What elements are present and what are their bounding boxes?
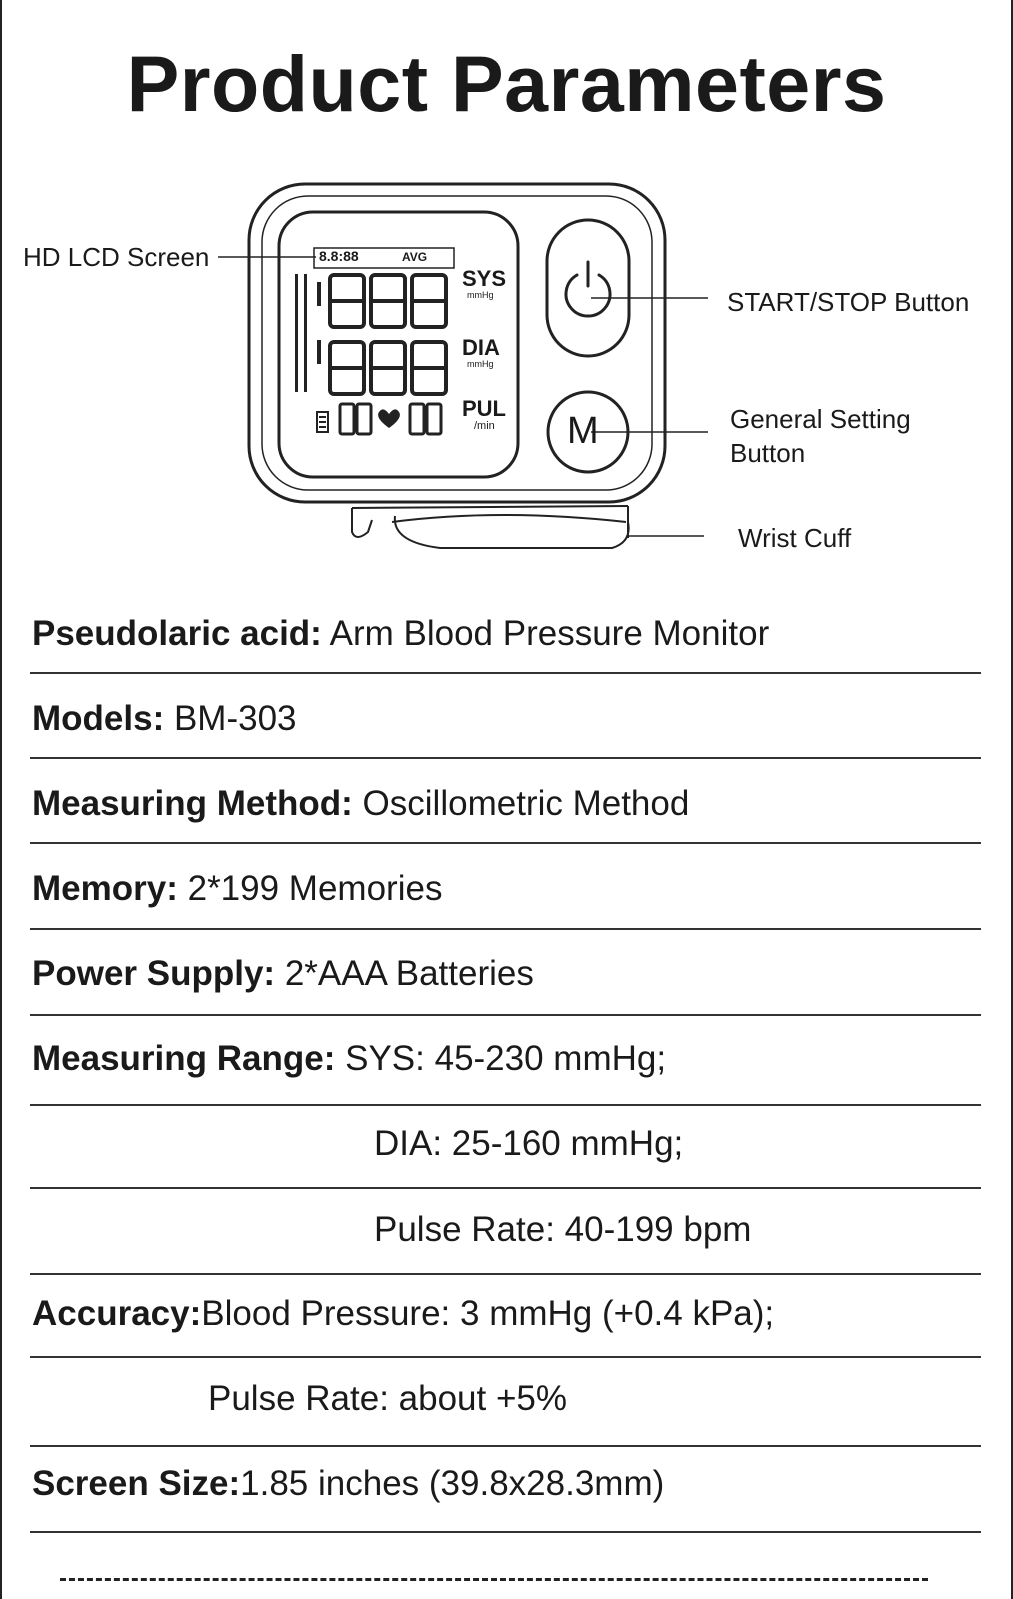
lcd-avg-label: AVG [402,250,428,264]
lcd-sys-unit: mmHg [467,290,494,300]
spec-value: Arm Blood Pressure Monitor [321,614,770,653]
start-stop-callout: START/STOP Button [727,287,970,317]
dashed-separator [60,1578,928,1581]
spec-row-power [32,954,534,994]
spec-row-accuracy-pulse [208,1379,567,1419]
divider [30,1104,981,1106]
cuff-callout: Wrist Cuff [738,523,852,553]
spec-label: Accuracy: [32,1294,202,1333]
spec-label: Power Supply: [32,954,276,993]
spec-label: Models: [32,699,165,738]
start-stop-button [547,220,629,356]
setting-callout-line1: General Setting [730,404,911,434]
lcd-dia-unit: mmHg [467,359,494,369]
spec-label: Measuring Method: [32,784,353,823]
spec-label: Memory: [32,869,178,908]
lcd-top-digits: 8.8:88 [319,248,359,264]
spec-row-range-pulse [374,1210,751,1250]
divider [30,1014,981,1016]
spec-label: Pseudolaric acid: [32,614,322,653]
spec-value: Pulse Rate: 40-199 bpm [374,1210,752,1249]
spec-value: DIA: 25-160 mmHg; [374,1124,684,1163]
divider [30,1187,981,1189]
spec-value: SYS: 45-230 mmHg; [335,1039,667,1078]
spec-row-name [32,614,769,654]
spec-row-accuracy-bp [32,1294,774,1334]
divider [30,757,981,759]
wrist-cuff [352,506,629,548]
lcd-pul-label: PUL [462,396,506,421]
divider [30,672,981,674]
spec-label: Screen Size: [32,1464,241,1503]
lcd-callout: HD LCD Screen [23,242,210,272]
divider [30,1356,981,1358]
spec-row-memory [32,869,442,909]
setting-button-label: M [567,410,599,452]
spec-value: 2*199 Memories [177,869,443,908]
page-title: Product Parameters [126,39,887,128]
spec-value: 1.85 inches (39.8x28.3mm) [240,1464,665,1503]
spec-row-range-dia [374,1124,683,1164]
lcd-dia-label: DIA [462,335,500,360]
spec-label: Measuring Range: [32,1039,336,1078]
spec-row-model [32,699,297,739]
spec-row-screen-size [32,1464,664,1504]
spec-value: Blood Pressure: 3 mmHg (+0.4 kPa); [201,1294,775,1333]
divider [30,1531,981,1533]
setting-callout-line2: Button [730,438,806,468]
device-illustration [0,170,1013,580]
device-diagram [0,170,1013,580]
divider [30,1445,981,1447]
spec-value: BM-303 [164,699,297,738]
spec-row-method [32,784,689,824]
divider [30,842,981,844]
spec-value: 2*AAA Batteries [275,954,534,993]
divider [30,928,981,930]
divider [30,1273,981,1275]
lcd-pul-unit: /min [474,420,495,432]
spec-value: Pulse Rate: about +5% [208,1379,567,1418]
spec-value: Oscillometric Method [352,784,690,823]
spec-row-range-sys [32,1039,666,1079]
lcd-sys-label: SYS [462,266,507,291]
